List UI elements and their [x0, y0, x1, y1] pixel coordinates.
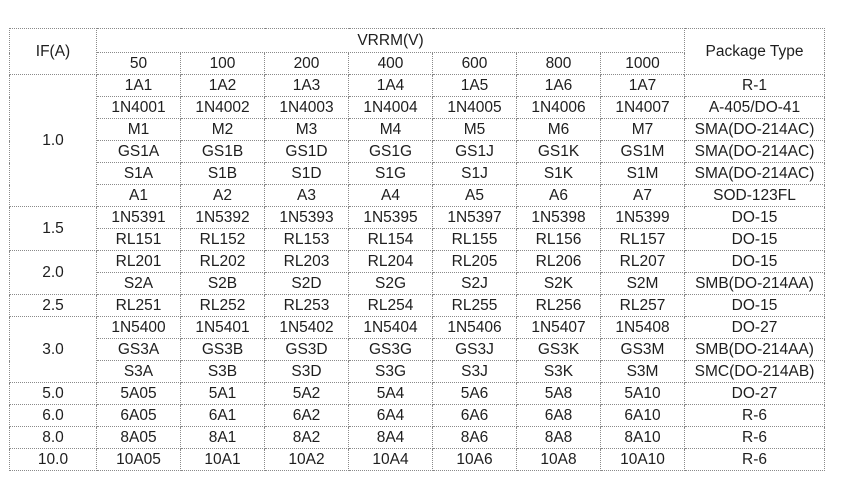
- diode-selection-table-container: [9, 28, 825, 471]
- part-number-cell: M4: [349, 119, 433, 141]
- part-number-cell: S1B: [181, 163, 265, 185]
- part-number-cell: 6A2: [265, 405, 349, 427]
- package-type-cell: SMA(DO-214AC): [685, 163, 825, 185]
- part-number-cell: RL154: [349, 229, 433, 251]
- part-number-cell: 1N4005: [433, 97, 517, 119]
- current-rating-cell: 2.5: [10, 295, 97, 317]
- part-number-cell: GS3B: [181, 339, 265, 361]
- part-number-cell: S2G: [349, 273, 433, 295]
- part-number-cell: 1A4: [349, 75, 433, 97]
- table-row: [10, 207, 825, 229]
- current-rating-cell: 8.0: [10, 427, 97, 449]
- part-number-cell: 10A05: [97, 449, 181, 471]
- part-number-cell: M3: [265, 119, 349, 141]
- part-number-cell: M5: [433, 119, 517, 141]
- current-rating-cell: 10.0: [10, 449, 97, 471]
- part-number-cell: M2: [181, 119, 265, 141]
- package-type-cell: R-1: [685, 75, 825, 97]
- part-number-cell: 8A8: [517, 427, 601, 449]
- part-number-cell: RL206: [517, 251, 601, 273]
- part-number-cell: S3B: [181, 361, 265, 383]
- package-type-cell: SMC(DO-214AB): [685, 361, 825, 383]
- package-type-header: Package Type: [685, 29, 825, 75]
- current-rating-cell: 1.5: [10, 207, 97, 251]
- part-number-cell: S3D: [265, 361, 349, 383]
- part-number-cell: 6A8: [517, 405, 601, 427]
- part-number-cell: GS3G: [349, 339, 433, 361]
- part-number-cell: RL152: [181, 229, 265, 251]
- if-header: IF(A): [10, 29, 97, 75]
- part-number-cell: 6A05: [97, 405, 181, 427]
- part-number-cell: GS1A: [97, 141, 181, 163]
- part-number-cell: A2: [181, 185, 265, 207]
- package-type-cell: R-6: [685, 427, 825, 449]
- part-number-cell: 5A8: [517, 383, 601, 405]
- voltage-header-cell: 400: [349, 53, 433, 75]
- part-number-cell: 6A1: [181, 405, 265, 427]
- part-number-cell: GS3M: [601, 339, 685, 361]
- table-row: [10, 339, 825, 361]
- part-number-cell: RL207: [601, 251, 685, 273]
- part-number-cell: GS1M: [601, 141, 685, 163]
- table-row: [10, 295, 825, 317]
- table-row: [10, 97, 825, 119]
- table-row: [10, 185, 825, 207]
- part-number-cell: 8A2: [265, 427, 349, 449]
- vrrm-header: VRRM(V): [97, 29, 685, 53]
- part-number-cell: 1N5407: [517, 317, 601, 339]
- current-rating-cell: 3.0: [10, 317, 97, 383]
- part-number-cell: S1J: [433, 163, 517, 185]
- table-row: [10, 251, 825, 273]
- voltage-header-cell: 50: [97, 53, 181, 75]
- voltage-header-cell: 1000: [601, 53, 685, 75]
- part-number-cell: S3A: [97, 361, 181, 383]
- part-number-cell: A1: [97, 185, 181, 207]
- part-number-cell: GS3D: [265, 339, 349, 361]
- package-type-cell: SMA(DO-214AC): [685, 141, 825, 163]
- part-number-cell: 1N5402: [265, 317, 349, 339]
- current-rating-cell: 5.0: [10, 383, 97, 405]
- part-number-cell: 1N5391: [97, 207, 181, 229]
- table-row: [10, 229, 825, 251]
- package-type-cell: SMA(DO-214AC): [685, 119, 825, 141]
- package-type-cell: DO-15: [685, 229, 825, 251]
- part-number-cell: 1N4006: [517, 97, 601, 119]
- part-number-cell: 1A6: [517, 75, 601, 97]
- package-type-cell: SMB(DO-214AA): [685, 339, 825, 361]
- part-number-cell: GS3K: [517, 339, 601, 361]
- part-number-cell: RL201: [97, 251, 181, 273]
- part-number-cell: RL157: [601, 229, 685, 251]
- part-number-cell: RL257: [601, 295, 685, 317]
- part-number-cell: 1A5: [433, 75, 517, 97]
- part-number-cell: 1N5401: [181, 317, 265, 339]
- part-number-cell: RL156: [517, 229, 601, 251]
- part-number-cell: 1N4004: [349, 97, 433, 119]
- part-number-cell: 1N4007: [601, 97, 685, 119]
- part-number-cell: M1: [97, 119, 181, 141]
- part-number-cell: GS1D: [265, 141, 349, 163]
- part-number-cell: 1A7: [601, 75, 685, 97]
- part-number-cell: 8A4: [349, 427, 433, 449]
- part-number-cell: 10A1: [181, 449, 265, 471]
- part-number-cell: RL202: [181, 251, 265, 273]
- part-number-cell: S2D: [265, 273, 349, 295]
- voltage-header-cell: 200: [265, 53, 349, 75]
- part-number-cell: S2J: [433, 273, 517, 295]
- part-number-cell: S1G: [349, 163, 433, 185]
- part-number-cell: 1A1: [97, 75, 181, 97]
- part-number-cell: RL254: [349, 295, 433, 317]
- part-number-cell: S2A: [97, 273, 181, 295]
- part-number-cell: GS1J: [433, 141, 517, 163]
- part-number-cell: RL255: [433, 295, 517, 317]
- package-type-cell: DO-27: [685, 317, 825, 339]
- package-type-cell: DO-15: [685, 207, 825, 229]
- current-rating-cell: 1.0: [10, 75, 97, 207]
- part-number-cell: RL153: [265, 229, 349, 251]
- part-number-cell: 5A4: [349, 383, 433, 405]
- diode-selection-table: [9, 28, 825, 471]
- table-row: [10, 405, 825, 427]
- part-number-cell: RL203: [265, 251, 349, 273]
- part-number-cell: 1N5392: [181, 207, 265, 229]
- part-number-cell: 10A4: [349, 449, 433, 471]
- voltage-header-cell: 800: [517, 53, 601, 75]
- part-number-cell: RL251: [97, 295, 181, 317]
- part-number-cell: RL155: [433, 229, 517, 251]
- part-number-cell: 1N4002: [181, 97, 265, 119]
- part-number-cell: GS3J: [433, 339, 517, 361]
- package-type-cell: R-6: [685, 405, 825, 427]
- table-row: [10, 427, 825, 449]
- part-number-cell: RL253: [265, 295, 349, 317]
- package-type-cell: A-405/DO-41: [685, 97, 825, 119]
- part-number-cell: RL205: [433, 251, 517, 273]
- part-number-cell: 5A1: [181, 383, 265, 405]
- part-number-cell: 5A6: [433, 383, 517, 405]
- part-number-cell: 1A3: [265, 75, 349, 97]
- part-number-cell: A7: [601, 185, 685, 207]
- table-row: [10, 361, 825, 383]
- part-number-cell: 1N5408: [601, 317, 685, 339]
- package-type-cell: SMB(DO-214AA): [685, 273, 825, 295]
- part-number-cell: GS1B: [181, 141, 265, 163]
- part-number-cell: 6A10: [601, 405, 685, 427]
- part-number-cell: 1N5404: [349, 317, 433, 339]
- part-number-cell: 5A10: [601, 383, 685, 405]
- part-number-cell: A5: [433, 185, 517, 207]
- package-type-cell: DO-15: [685, 295, 825, 317]
- table-row: [10, 383, 825, 405]
- part-number-cell: A4: [349, 185, 433, 207]
- current-rating-cell: 6.0: [10, 405, 97, 427]
- part-number-cell: S1M: [601, 163, 685, 185]
- package-type-cell: SOD-123FL: [685, 185, 825, 207]
- part-number-cell: S2K: [517, 273, 601, 295]
- part-number-cell: 1N5400: [97, 317, 181, 339]
- part-number-cell: 6A4: [349, 405, 433, 427]
- part-number-cell: 8A6: [433, 427, 517, 449]
- part-number-cell: GS3A: [97, 339, 181, 361]
- part-number-cell: GS1K: [517, 141, 601, 163]
- part-number-cell: 8A10: [601, 427, 685, 449]
- table-row: [10, 317, 825, 339]
- part-number-cell: 8A1: [181, 427, 265, 449]
- part-number-cell: M6: [517, 119, 601, 141]
- current-rating-cell: 2.0: [10, 251, 97, 295]
- part-number-cell: 10A6: [433, 449, 517, 471]
- part-number-cell: 1N5395: [349, 207, 433, 229]
- part-number-cell: RL256: [517, 295, 601, 317]
- part-number-cell: A3: [265, 185, 349, 207]
- part-number-cell: 1N5397: [433, 207, 517, 229]
- part-number-cell: S2M: [601, 273, 685, 295]
- table-row: [10, 449, 825, 471]
- part-number-cell: 1N5406: [433, 317, 517, 339]
- table-row: [10, 75, 825, 97]
- part-number-cell: 1N5399: [601, 207, 685, 229]
- package-type-cell: DO-15: [685, 251, 825, 273]
- part-number-cell: 1N4003: [265, 97, 349, 119]
- part-number-cell: S3M: [601, 361, 685, 383]
- part-number-cell: RL204: [349, 251, 433, 273]
- table-row: [10, 273, 825, 295]
- voltage-header-cell: 600: [433, 53, 517, 75]
- part-number-cell: M7: [601, 119, 685, 141]
- part-number-cell: 1N5398: [517, 207, 601, 229]
- part-number-cell: 10A10: [601, 449, 685, 471]
- part-number-cell: S3J: [433, 361, 517, 383]
- part-number-cell: GS1G: [349, 141, 433, 163]
- part-number-cell: 6A6: [433, 405, 517, 427]
- part-number-cell: S1K: [517, 163, 601, 185]
- voltage-header-cell: 100: [181, 53, 265, 75]
- part-number-cell: 10A2: [265, 449, 349, 471]
- part-number-cell: S3K: [517, 361, 601, 383]
- part-number-cell: S3G: [349, 361, 433, 383]
- part-number-cell: RL252: [181, 295, 265, 317]
- package-type-cell: DO-27: [685, 383, 825, 405]
- part-number-cell: S2B: [181, 273, 265, 295]
- header-row-top: [10, 29, 825, 53]
- part-number-cell: 1A2: [181, 75, 265, 97]
- table-row: [10, 119, 825, 141]
- part-number-cell: 5A05: [97, 383, 181, 405]
- part-number-cell: 1N5393: [265, 207, 349, 229]
- table-body: [10, 75, 825, 471]
- package-type-cell: R-6: [685, 449, 825, 471]
- table-row: [10, 163, 825, 185]
- part-number-cell: RL151: [97, 229, 181, 251]
- part-number-cell: 5A2: [265, 383, 349, 405]
- part-number-cell: S1D: [265, 163, 349, 185]
- table-row: [10, 141, 825, 163]
- part-number-cell: 8A05: [97, 427, 181, 449]
- part-number-cell: 1N4001: [97, 97, 181, 119]
- part-number-cell: A6: [517, 185, 601, 207]
- part-number-cell: 10A8: [517, 449, 601, 471]
- part-number-cell: S1A: [97, 163, 181, 185]
